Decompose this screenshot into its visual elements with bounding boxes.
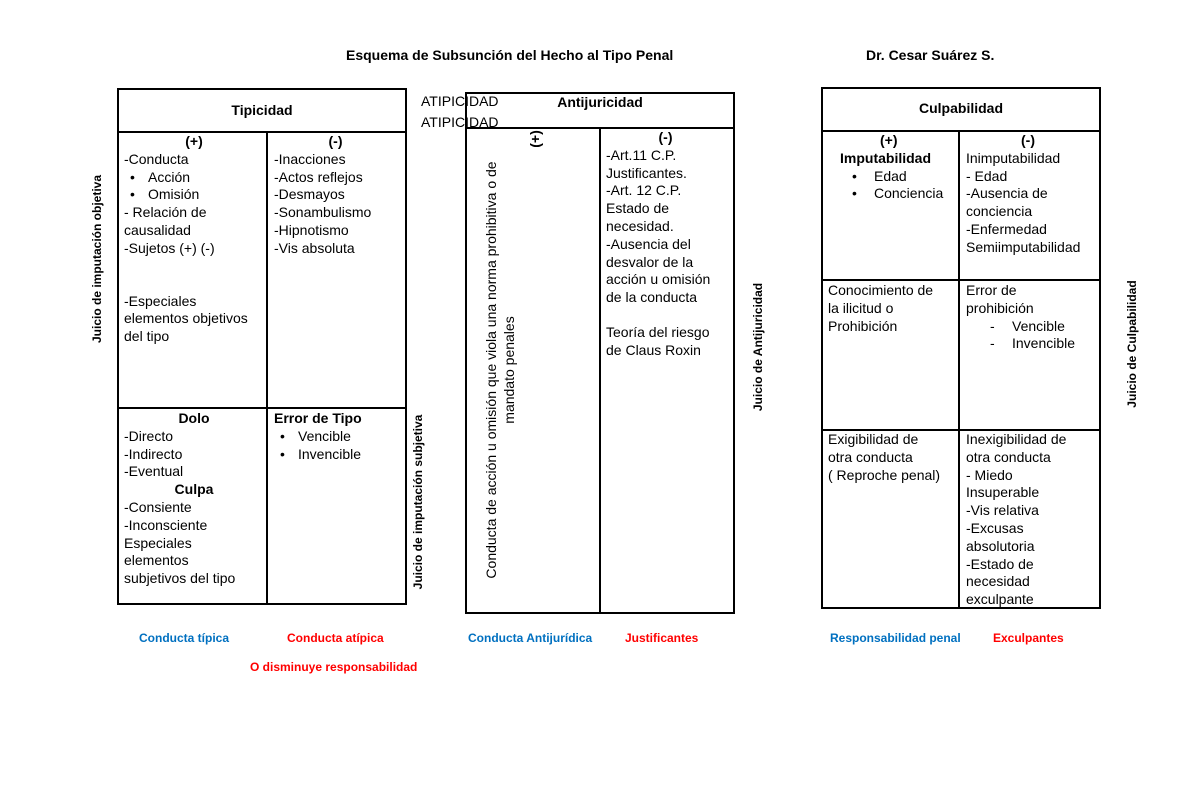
list-item: necesidad <box>966 573 1030 590</box>
inexigibilidad-cell <box>966 431 1099 609</box>
page-title: Esquema de Subsunción del Hecho al Tipo Penal <box>346 47 674 63</box>
juicio-imputacion-objetiva-label: Juicio de imputación objetiva <box>90 174 104 344</box>
list-item: -Vis absoluta <box>274 239 355 256</box>
list-item: -Consiente <box>124 498 192 515</box>
list-item-label: Edad <box>874 167 907 184</box>
justificantes-label: Justificantes <box>625 631 699 645</box>
conducta-atipica-label: Conducta atípica <box>287 631 384 645</box>
conducta-antijuridica-label: Conducta Antijurídica <box>468 631 593 645</box>
list-item: -Especiales <box>124 292 197 309</box>
list-item: Insuperable <box>966 484 1040 501</box>
antijuricidad-positive-sign: (+) <box>527 130 543 148</box>
exculpantes-label: Exculpantes <box>993 631 1064 645</box>
list-item: • Invencible <box>274 446 405 464</box>
juicio-antijuricidad-label: Juicio de Antijuricidad <box>751 282 765 412</box>
list-item: Justificantes. <box>606 164 687 181</box>
list-item: Prohibición <box>828 317 898 334</box>
list-item: elementos objetivos <box>124 310 248 327</box>
list-item: del tipo <box>124 328 170 345</box>
error-prohibicion-cell <box>966 282 1099 353</box>
list-item: -Ausencia de <box>966 185 1048 202</box>
list-item: -Sujetos (+) (-) <box>124 239 215 256</box>
list-item: • Vencible <box>274 428 405 446</box>
list-item: exculpante <box>966 591 1034 608</box>
list-item: -Estado de <box>966 555 1034 572</box>
responsabilidad-penal-label: Responsabilidad penal <box>830 631 961 645</box>
divider <box>599 127 601 614</box>
positive-sign: (+) <box>185 133 203 149</box>
list-item: -Art. 12 C.P. <box>606 182 682 199</box>
list-item: desvalor de la <box>606 253 694 270</box>
list-item: - Relación de <box>124 204 207 221</box>
list-item: Inimputabilidad <box>966 149 1061 166</box>
list-item: la ilicitud o <box>828 299 894 316</box>
list-item: prohibición <box>966 299 1034 316</box>
list-item: - Invencible <box>966 335 1099 353</box>
list-item: Inexigibilidad de <box>966 431 1067 447</box>
tipicidad-positive-cell <box>124 133 264 346</box>
list-item: -Ausencia del <box>606 235 691 252</box>
list-item: -Desmayos <box>274 186 345 203</box>
conocimiento-cell <box>828 282 956 335</box>
text-line: mandato penales <box>501 316 517 424</box>
list-item: -Excusas <box>966 519 1024 536</box>
list-item-label: Conciencia <box>874 185 944 202</box>
list-item: causalidad <box>124 221 191 238</box>
dolo-cell <box>124 410 264 588</box>
antijuricidad-heading: Antijuricidad <box>557 94 643 110</box>
antijuricidad-negative-cell <box>606 129 733 360</box>
list-item: subjetivos del tipo <box>124 570 236 587</box>
antijuricidad-positive-text <box>482 140 522 600</box>
list-item: Teoría del riesgo <box>606 323 710 340</box>
negative-sign: (-) <box>328 133 343 149</box>
list-item: Conocimiento de <box>828 282 934 298</box>
author: Dr. Cesar Suárez S. <box>866 47 995 63</box>
tipicidad-negative-cell <box>274 133 405 258</box>
list-item: necesidad. <box>606 217 674 234</box>
negative-sign: (-) <box>658 129 673 145</box>
list-item: • Omisión <box>124 186 264 204</box>
list-item: ( Reproche penal) <box>828 466 941 483</box>
culpa-heading: Culpa <box>174 481 214 498</box>
list-item <box>828 185 956 203</box>
list-item: - Vencible <box>966 318 1099 336</box>
list-item: elementos <box>124 552 189 569</box>
list-item: otra conducta <box>828 448 913 465</box>
disminuye-responsabilidad-label: O disminuye responsabilidad <box>250 660 418 674</box>
list-item: de la conducta <box>606 289 698 306</box>
list-item <box>828 168 956 186</box>
atipicidad-line: ATIPICIDAD <box>421 93 499 109</box>
list-item: -Hipnotismo <box>274 221 349 238</box>
list-item: -Eventual <box>124 463 184 480</box>
list-item: -Indirecto <box>124 445 183 462</box>
imputabilidad-cell <box>828 132 956 203</box>
divider <box>958 130 960 609</box>
culpabilidad-heading: Culpabilidad <box>919 100 1003 116</box>
divider <box>821 279 1101 281</box>
text-line: Conducta de acción u omisión que viola una norma prohibitiva o de <box>483 161 499 579</box>
list-item: Especiales <box>124 534 192 551</box>
negative-sign: (-) <box>1021 132 1035 148</box>
list-item: -Inconsciente <box>124 516 208 533</box>
list-item: -Enfermedad <box>966 220 1047 237</box>
divider <box>117 407 407 409</box>
list-item: -Actos reflejos <box>274 168 363 185</box>
list-item: • Acción <box>124 169 264 187</box>
list-item: acción u omisión <box>606 271 711 288</box>
error-tipo-heading: Error de Tipo <box>274 410 362 426</box>
list-item: -Vis relativa <box>966 502 1039 519</box>
error-tipo-cell <box>274 410 405 463</box>
inimputabilidad-cell <box>966 132 1099 257</box>
positive-sign: (+) <box>880 132 898 148</box>
list-item: -Directo <box>124 427 174 444</box>
list-item: - Edad <box>966 167 1008 184</box>
list-item: otra conducta <box>966 448 1051 465</box>
juicio-imputacion-subjetiva-label: Juicio de imputación subjetiva <box>411 414 425 590</box>
divider <box>266 131 268 605</box>
list-item: Estado de <box>606 200 670 217</box>
list-item: -Art.11 C.P. <box>606 146 677 163</box>
list-item: absolutoria <box>966 537 1035 554</box>
imputabilidad-heading: Imputabilidad <box>840 149 931 166</box>
list-item: Error de <box>966 282 1017 298</box>
list-item: Semiimputabilidad <box>966 238 1081 255</box>
list-item: -Sonambulismo <box>274 204 372 221</box>
list-item: conciencia <box>966 203 1033 220</box>
exigibilidad-cell <box>828 431 956 484</box>
list-item: -Conducta <box>124 150 189 167</box>
tipicidad-heading: Tipicidad <box>231 102 293 118</box>
atipicidad-line: ATIPICIDAD <box>421 113 499 130</box>
list-item: -Inacciones <box>274 150 346 167</box>
list-item: - Miedo <box>966 466 1013 483</box>
dolo-heading: Dolo <box>178 410 210 426</box>
juicio-culpabilidad-label: Juicio de Culpabilidad <box>1125 280 1139 408</box>
conducta-tipica-label: Conducta típica <box>139 631 230 645</box>
list-item: Exigibilidad de <box>828 431 919 447</box>
list-item: de Claus Roxin <box>606 341 701 358</box>
